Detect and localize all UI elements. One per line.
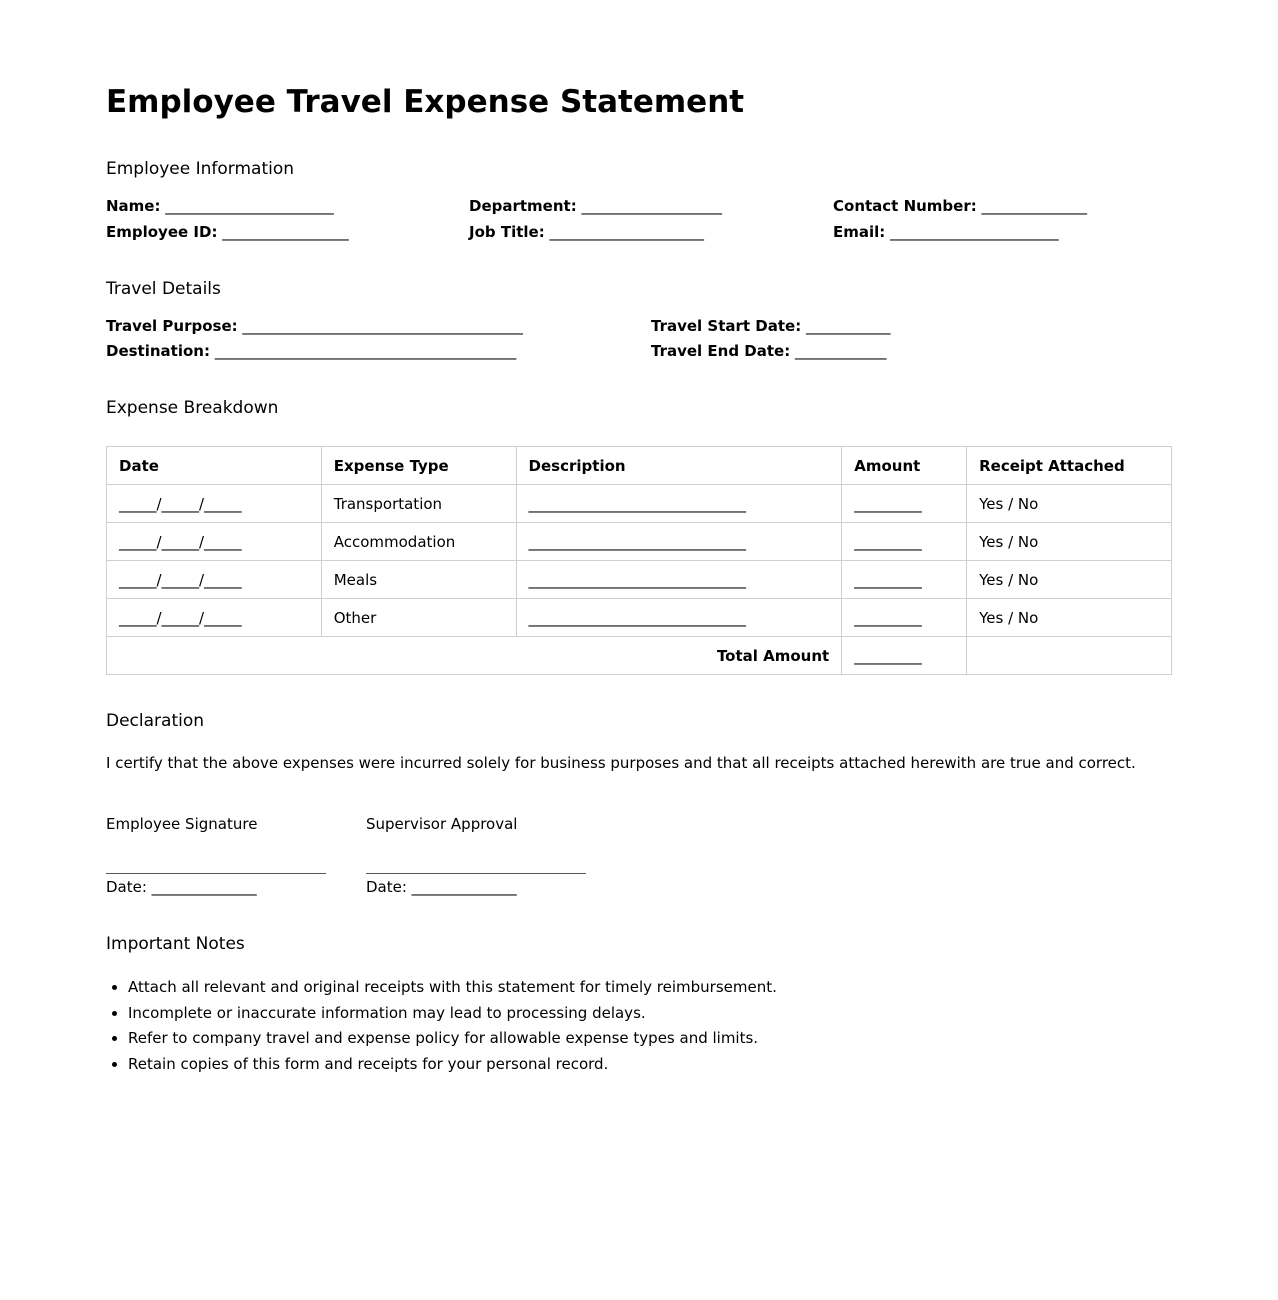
contact-number-line: _______________ xyxy=(981,197,1087,215)
travel-purpose-line: ________________________________________ xyxy=(242,317,523,335)
important-notes-list xyxy=(106,975,777,1078)
job-title-label: Job Title: xyxy=(469,223,545,241)
column-header-date: Date xyxy=(107,447,322,485)
travel-start-date-field[interactable] xyxy=(651,317,890,335)
row-date[interactable]: _____/_____/_____ xyxy=(107,523,322,561)
row-date[interactable]: _____/_____/_____ xyxy=(107,599,322,637)
column-header-description: Description xyxy=(516,447,842,485)
travel-end-date-line: _____________ xyxy=(795,342,886,360)
total-amount-label: Total Amount xyxy=(107,637,842,675)
row-amount[interactable]: _________ xyxy=(842,523,967,561)
travel-end-date-label: Travel End Date: xyxy=(651,342,791,360)
table-row xyxy=(107,599,1172,637)
name-line: ________________________ xyxy=(165,197,334,215)
contact-number-label: Contact Number: xyxy=(833,197,977,215)
name-field[interactable] xyxy=(106,197,333,215)
name-label: Name: xyxy=(106,197,161,215)
travel-start-date-line: ____________ xyxy=(806,317,891,335)
column-header-expense-type: Expense Type xyxy=(321,447,516,485)
page-title: Employee Travel Expense Statement xyxy=(106,84,745,120)
email-label: Email: xyxy=(833,223,886,241)
row-description[interactable]: _____________________________ xyxy=(516,599,842,637)
row-receipt-attached[interactable]: Yes / No xyxy=(967,599,1172,637)
row-expense-type: Meals xyxy=(321,561,516,599)
email-field[interactable] xyxy=(833,223,1058,241)
travel-end-date-field[interactable] xyxy=(651,342,886,360)
row-description[interactable]: _____________________________ xyxy=(516,561,842,599)
row-receipt-attached[interactable]: Yes / No xyxy=(967,523,1172,561)
declaration-text: I certify that the above expenses were incurred solely for business purposes and that all receipts attached herewith are true and correct. xyxy=(106,754,1136,772)
row-date[interactable]: _____/_____/_____ xyxy=(107,485,322,523)
declaration-heading: Declaration xyxy=(106,711,205,731)
row-receipt-attached[interactable]: Yes / No xyxy=(967,485,1172,523)
supervisor-signature-line[interactable] xyxy=(366,873,586,874)
table-row xyxy=(107,523,1172,561)
employee-signature-date[interactable]: Date: ______________ xyxy=(106,878,257,896)
employee-signature-block xyxy=(106,815,326,896)
employee-info-heading: Employee Information xyxy=(106,159,295,179)
department-field[interactable] xyxy=(469,197,721,215)
list-item: • Retain copies of this form and receipts for your personal record. xyxy=(128,1052,777,1078)
list-item: • Refer to company travel and expense policy for allowable expense types and limits. xyxy=(128,1026,777,1052)
travel-purpose-field[interactable] xyxy=(106,317,522,335)
travel-details-heading: Travel Details xyxy=(106,279,221,299)
travel-purpose-label: Travel Purpose: xyxy=(106,317,238,335)
employee-signature-label: Employee Signature xyxy=(106,815,258,833)
department-label: Department: xyxy=(469,197,577,215)
total-empty-cell xyxy=(967,637,1172,675)
email-line: ________________________ xyxy=(890,223,1059,241)
table-row xyxy=(107,561,1172,599)
employee-id-field[interactable] xyxy=(106,223,348,241)
total-row xyxy=(107,637,1172,675)
row-receipt-attached[interactable]: Yes / No xyxy=(967,561,1172,599)
employee-id-label: Employee ID: xyxy=(106,223,218,241)
column-header-receipt-attached: Receipt Attached xyxy=(967,447,1172,485)
job-title-field[interactable] xyxy=(469,223,703,241)
row-expense-type: Other xyxy=(321,599,516,637)
supervisor-approval-date[interactable]: Date: ______________ xyxy=(366,878,517,896)
total-amount-value[interactable]: _________ xyxy=(842,637,967,675)
row-date[interactable]: _____/_____/_____ xyxy=(107,561,322,599)
expense-table xyxy=(106,446,1172,675)
row-description[interactable]: _____________________________ xyxy=(516,485,842,523)
table-row xyxy=(107,485,1172,523)
employee-id-line: __________________ xyxy=(222,223,349,241)
travel-start-date-label: Travel Start Date: xyxy=(651,317,802,335)
list-item: • Incomplete or inaccurate information may lead to processing delays. xyxy=(128,1001,777,1027)
important-notes-heading: Important Notes xyxy=(106,934,245,954)
employee-signature-line[interactable] xyxy=(106,873,326,874)
destination-label: Destination: xyxy=(106,342,210,360)
row-amount[interactable]: _________ xyxy=(842,485,967,523)
destination-line: ___________________________________________ xyxy=(214,342,516,360)
supervisor-approval-block xyxy=(366,815,586,896)
row-expense-type: Accommodation xyxy=(321,523,516,561)
department-line: ____________________ xyxy=(581,197,722,215)
job-title-line: ______________________ xyxy=(549,223,704,241)
table-header-row xyxy=(107,447,1172,485)
column-header-amount: Amount xyxy=(842,447,967,485)
destination-field[interactable] xyxy=(106,342,516,360)
row-amount[interactable]: _________ xyxy=(842,561,967,599)
row-amount[interactable]: _________ xyxy=(842,599,967,637)
expense-breakdown-heading: Expense Breakdown xyxy=(106,398,279,418)
row-expense-type: Transportation xyxy=(321,485,516,523)
contact-number-field[interactable] xyxy=(833,197,1087,215)
supervisor-approval-label: Supervisor Approval xyxy=(366,815,518,833)
row-description[interactable]: _____________________________ xyxy=(516,523,842,561)
list-item: • Attach all relevant and original receipts with this statement for timely reimbursement. xyxy=(128,975,777,1001)
